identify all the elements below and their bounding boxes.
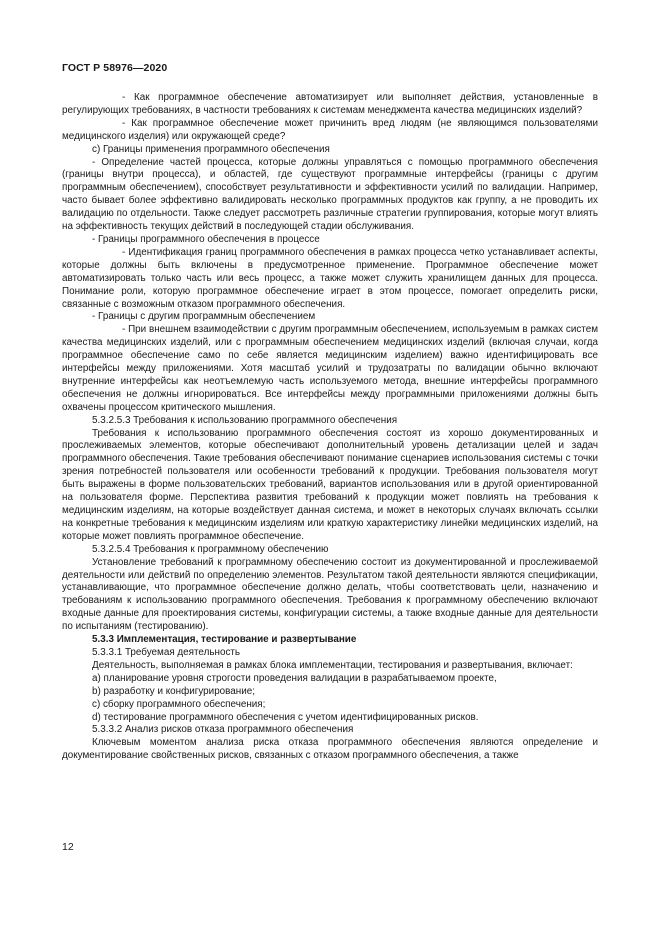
body-paragraph: Деятельность, выполняемая в рамках блока имплементации, тестирования и развертывания, включает: [92,659,573,671]
section-heading: 5.3.3.1 Требуемая деятельность [92,646,241,658]
body-paragraph: Ключевым моментом анализа риска отказа программного обеспечения являются определение и документирование свойственных рисков, связанных с отказом программного обеспечения, а также [62,737,598,762]
bullet-paragraph: - Идентификация границ программного обеспечения в рамках процесса четко устанавливает аспекты, которые должны быть включены в предусмотренное применение. Программное обеспечение может автоматизировать только часть или весь процесс, а также может служить хранилищем данных для процесса. Понимание роли, которую программное обеспечение играет в этом процессе, помогает определить риски, связанные с возможным отказом программного обеспечения. [62,246,598,310]
body-paragraph: Требования к использованию программного обеспечения состоят из хорошо документированных и прослеживаемых элементов, которые обеспечивают дополнительный уровень детализации целей и задач программного обеспечения. Такие требования обеспечивают понимание сценариев использования системы с точки зрения потребностей пользователя или особенности требований к продукции. Требования пользователя могут быть выражены в форме пользовательских требований, вариантов использования или в другой ориентированной на пользователя форме. Перспектива развития требований к продукции может повлиять на требования к медицинским изделиям, на которые воздействует данная система, и может в некоторых случаях включать ссылки на конкретные требования к медицинским изделиям или краткую характеристику линейки медицинских изделий, на которые может повлиять программное обеспечение. [62,427,598,542]
section-heading-bold: 5.3.3 Имплементация, тестирование и развертывание [92,634,357,646]
bullet-paragraph: - При внешнем взаимодействии с другим программным обеспечением, используемым в рамках систем качества медицинских изделий, или с программным обеспечением медицинских изделий (включая случаи, когда программное обеспечение само по себе является медицинским изделием) важно идентифицировать все интерфейсы между приложениями. Хотя масштаб усилий и трудозатраты по валидации обычно включают внутренние интерфейсы как неотъемлемую часть используемого метода, внешние интерфейсы программного обеспечения не должны игнорироваться. Все интерфейсы между программными приложениями должны быть охвачены процессом критического мышления. [62,324,598,413]
bullet-paragraph: - Границы с другим программным обеспечением [92,311,316,323]
list-item: b) разработку и конфигурирование; [92,685,256,697]
section-heading: 5.3.3.2 Анализ рисков отказа программного обеспечения [92,724,354,736]
list-item: c) Границы применения программного обеспечения [92,143,330,155]
list-item: c) сборку программного обеспечения; [92,698,266,710]
list-item: a) планирование уровня строгости проведения валидации в разрабатываемом проекте, [92,672,497,684]
bullet-paragraph: - Определение частей процесса, которые должны управляться с помощью программного обеспечения (границы внутри процесса), и областей, где существуют программные интерфейсы (границы с другим программным обеспечением), способствует результативности и эффективности усилий по валидации. Например, часто бывает более эффективно валидировать несколько программных продуктов как группу, а не проводить их валидацию по отдельности. Также следует рассмотреть различные стратегии группирования, которые могут влиять на эффективность текущих действий в последующей стадии обслуживания. [62,156,598,233]
document-body [62,92,598,763]
section-heading: 5.3.2.5.4 Требования к программному обеспечению [92,543,329,555]
document-header-title: ГОСТ Р 58976—2020 [62,62,168,74]
bullet-paragraph: - Как программное обеспечение может причинить вред людям (не являющимся пользователями медицинского изделия) или окружающей среде? [62,117,598,142]
bullet-paragraph: - Границы программного обеспечения в процессе [92,233,320,245]
list-item: d) тестирование программного обеспечения с учетом идентифицированных рисков. [92,711,479,723]
page-number: 12 [62,841,74,853]
bullet-paragraph: - Как программное обеспечение автоматизирует или выполняет действия, установленные в регулирующих требованиях, в частности требованиях к системам менеджмента качества медицинских изделий? [62,92,598,116]
body-paragraph: Установление требований к программному обеспечению состоит из документированной и прослеживаемой деятельности или действий по определению элементов. Результатом такой деятельности являются спецификации, устанавливающие, что программное обеспечение должно делать, чтобы соответствовать цели, назначению и требованиям к использованию программного обеспечения. Требования к программному обеспечению включают входные данные для проектирования системы, конфигурации системы, а также входные данные для деятельности по испытаниям (тестированию). [62,556,598,633]
section-heading: 5.3.2.5.3 Требования к использованию программного обеспечения [92,414,398,426]
